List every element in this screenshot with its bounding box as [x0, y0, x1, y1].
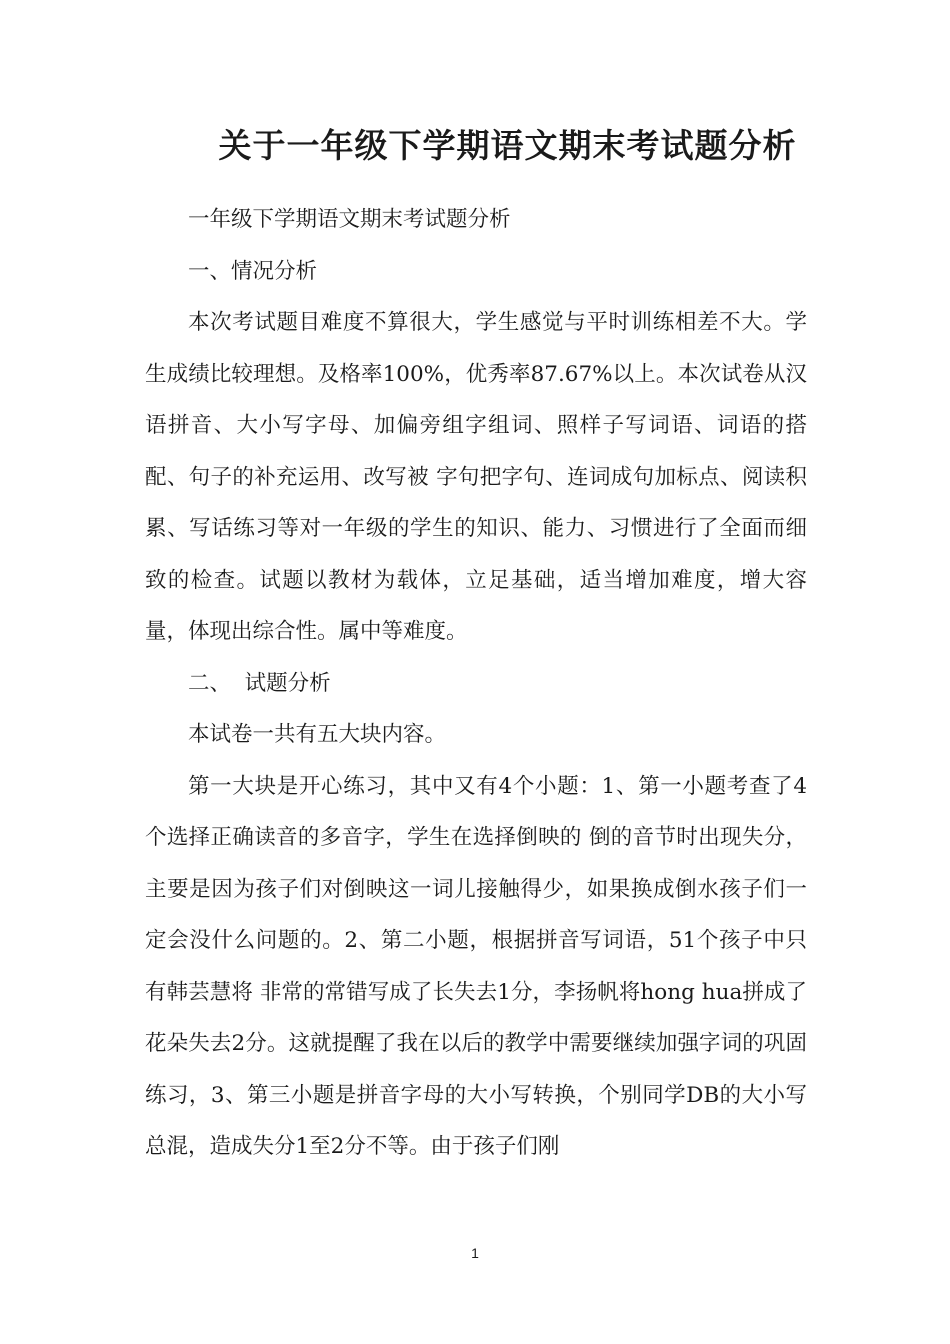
- document-title: 关于一年级下学期语文期末考试题分析: [218, 126, 797, 165]
- paragraph-overview: 本试卷一共有五大块内容。: [188, 722, 447, 747]
- section-heading-analysis: 二、 试题分析: [188, 670, 331, 696]
- section-heading-situation: 一、情况分析: [188, 258, 318, 284]
- paragraph-part-one: 第一大块是开心练习，其中又有4个小题：1、第一小题考查了4个选择正确读音的多音字，学生在选择倒映的 倒的音节时出现失分，主要是因为孩子们对倒映这一词儿接触得少，如果换成倒水孩子们一定会没什么问题的。2、第二小题，根据拼音写词语，51个孩子中只有韩芸慧将 非常的常错写成了长失去1分，李扬帆将hong hua拼成了 花朵失去2分。这就提醒了我在以后的教学中需要继续加强字词的巩固练习，3、第三小题是拼音字母的大小写转换，个别同学DB的大小写总混，造成失分1至2分不等。由于孩子们刚: [145, 773, 807, 1159]
- paragraph-subtitle: 一年级下学期语文期末考试题分析: [188, 207, 511, 232]
- page-number: 1: [471, 1245, 479, 1261]
- document-body: [145, 194, 807, 1173]
- paragraph-situation: 本次考试题目难度不算很大，学生感觉与平时训练相差不大。学生成绩比较理想。及格率100%，优秀率87.67%以上。本次试卷从汉语拼音、大小写字母、加偏旁组字组词、照样子写词语、词语的搭配、句子的补充运用、改写被 字句把字句、连词成句加标点、阅读积累、写话练习等对一年级的学生的知识、能力、习惯进行了全面而细致的检查。试题以教材为载体，立足基础，适当增加难度，增大容量，体现出综合性。属中等难度。: [145, 310, 807, 644]
